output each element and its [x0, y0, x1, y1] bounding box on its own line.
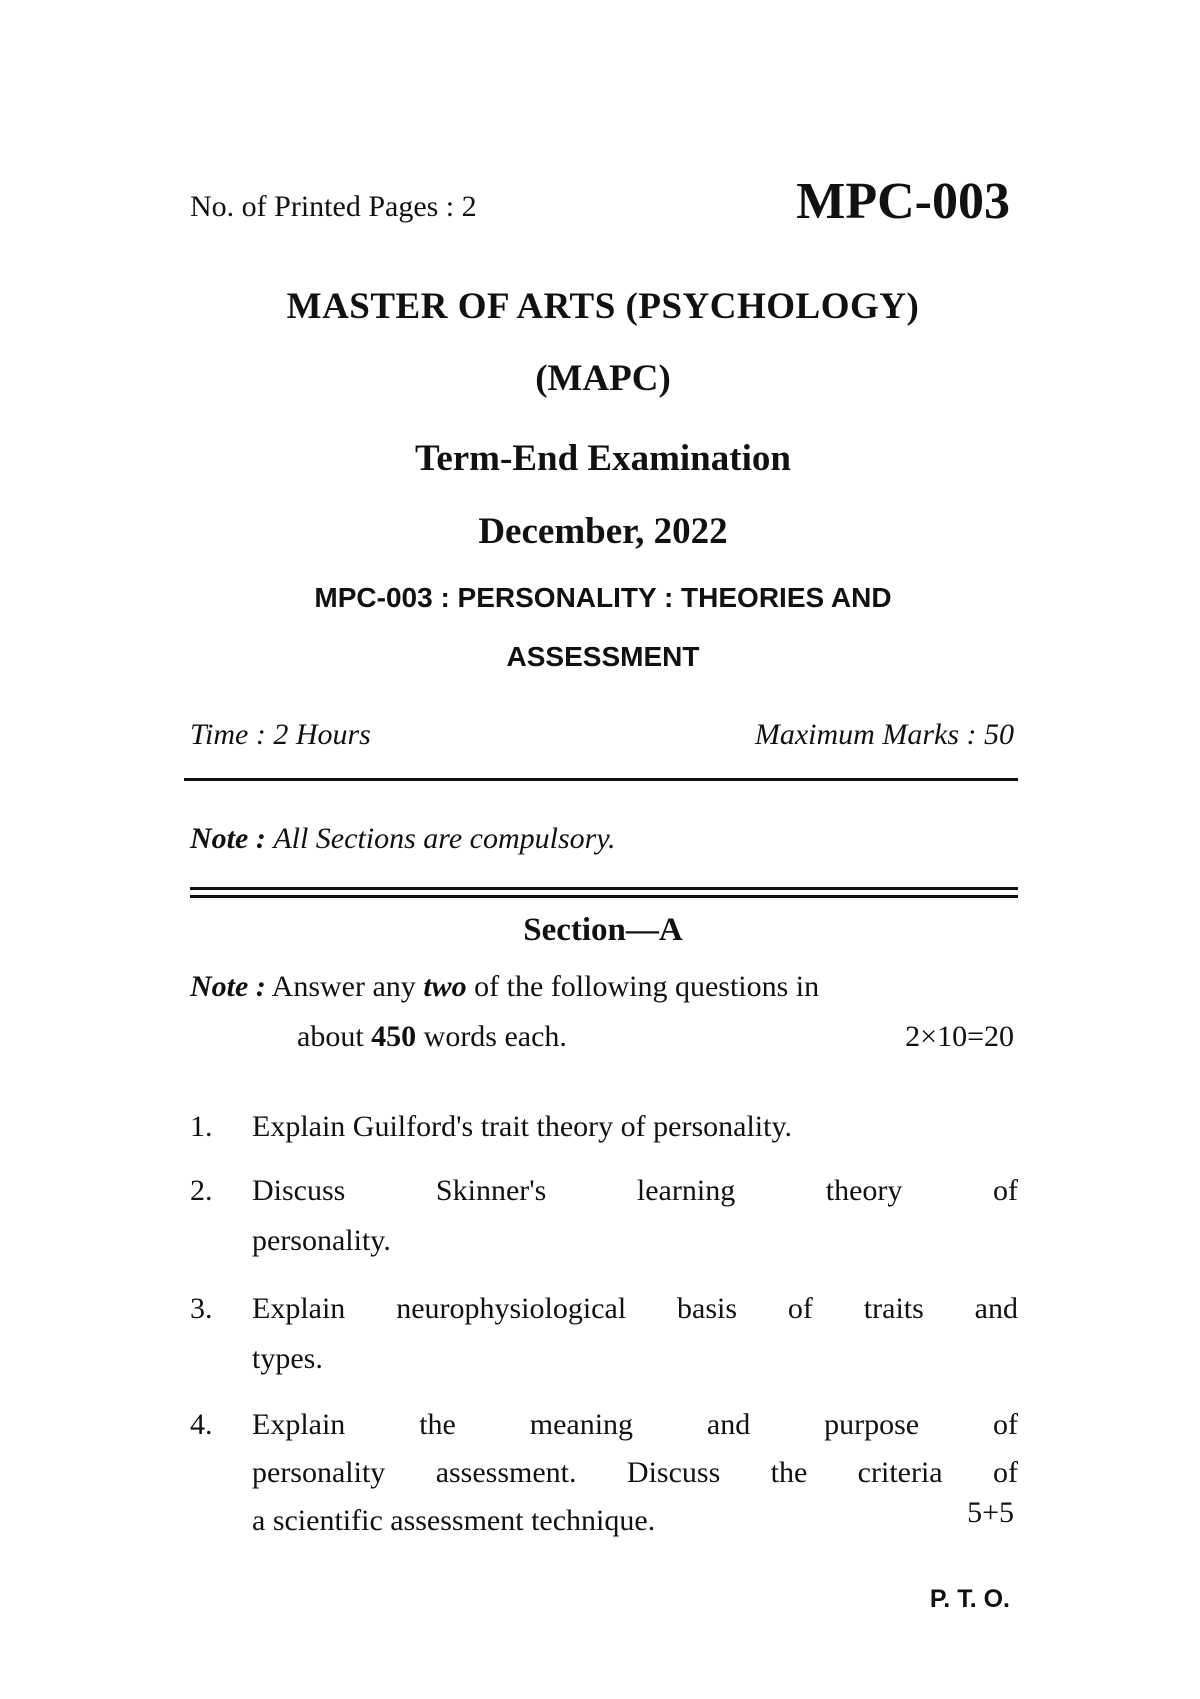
question-text: Discuss Skinner's learning theory of: [252, 1174, 1018, 1207]
double-rule-bottom: [190, 895, 1018, 898]
section-a-note-line2-pre: about: [297, 1020, 372, 1053]
question-number: 2.: [190, 1174, 213, 1207]
general-note: [190, 822, 616, 856]
exam-title: Term-End Examination: [415, 438, 791, 479]
programme-title: MASTER OF ARTS (PSYCHOLOGY): [286, 286, 920, 327]
section-a-note-emph: two: [423, 970, 467, 1003]
printed-pages-label: No. of Printed Pages : 2: [190, 190, 477, 223]
question-number: 1.: [190, 1110, 213, 1143]
question-number: 4.: [190, 1408, 213, 1441]
please-turn-over: P. T. O.: [929, 1585, 1010, 1613]
question-text: Explain neurophysiological basis of traits and: [252, 1292, 1018, 1325]
question-number: 3.: [190, 1292, 213, 1325]
section-a-marks: 2×10=20: [905, 1020, 1014, 1053]
general-note-text: All Sections are compulsory.: [273, 822, 616, 855]
exam-time: Time : 2 Hours: [190, 718, 371, 751]
section-a-note-label: Note :: [190, 970, 266, 1003]
course-title-line2: ASSESSMENT: [506, 641, 700, 672]
question-text-cont: personality assessment. Discuss the criteria of: [252, 1456, 1018, 1489]
section-a-word-count: 450: [371, 1020, 417, 1053]
question-text-cont: types.: [252, 1342, 323, 1375]
section-a-note-post: of the following questions in: [466, 970, 820, 1003]
question-text-cont: personality.: [252, 1224, 391, 1257]
divider-rule: [184, 778, 1018, 781]
question-text-cont: a scientific assessment technique.: [252, 1504, 656, 1537]
section-a-note-line2: [297, 1020, 567, 1054]
section-a-note-line2-post: words each.: [416, 1020, 567, 1053]
exam-session: December, 2022: [478, 511, 728, 552]
double-rule-top: [190, 887, 1018, 890]
paper-code: MPC-003: [796, 173, 1010, 230]
programme-abbr: (MAPC): [535, 358, 671, 399]
question-marks: 5+5: [967, 1496, 1014, 1529]
section-a-note: [190, 970, 819, 1004]
section-a-heading: Section—A: [523, 912, 683, 948]
general-note-label: Note :: [190, 822, 266, 855]
course-title-line1: MPC-003 : PERSONALITY : THEORIES AND: [314, 582, 892, 613]
section-a-note-pre: Answer any: [271, 970, 424, 1003]
max-marks: Maximum Marks : 50: [754, 718, 1014, 751]
question-text: Explain the meaning and purpose of: [252, 1408, 1018, 1441]
question-text: Explain Guilford's trait theory of personality.: [252, 1110, 792, 1143]
